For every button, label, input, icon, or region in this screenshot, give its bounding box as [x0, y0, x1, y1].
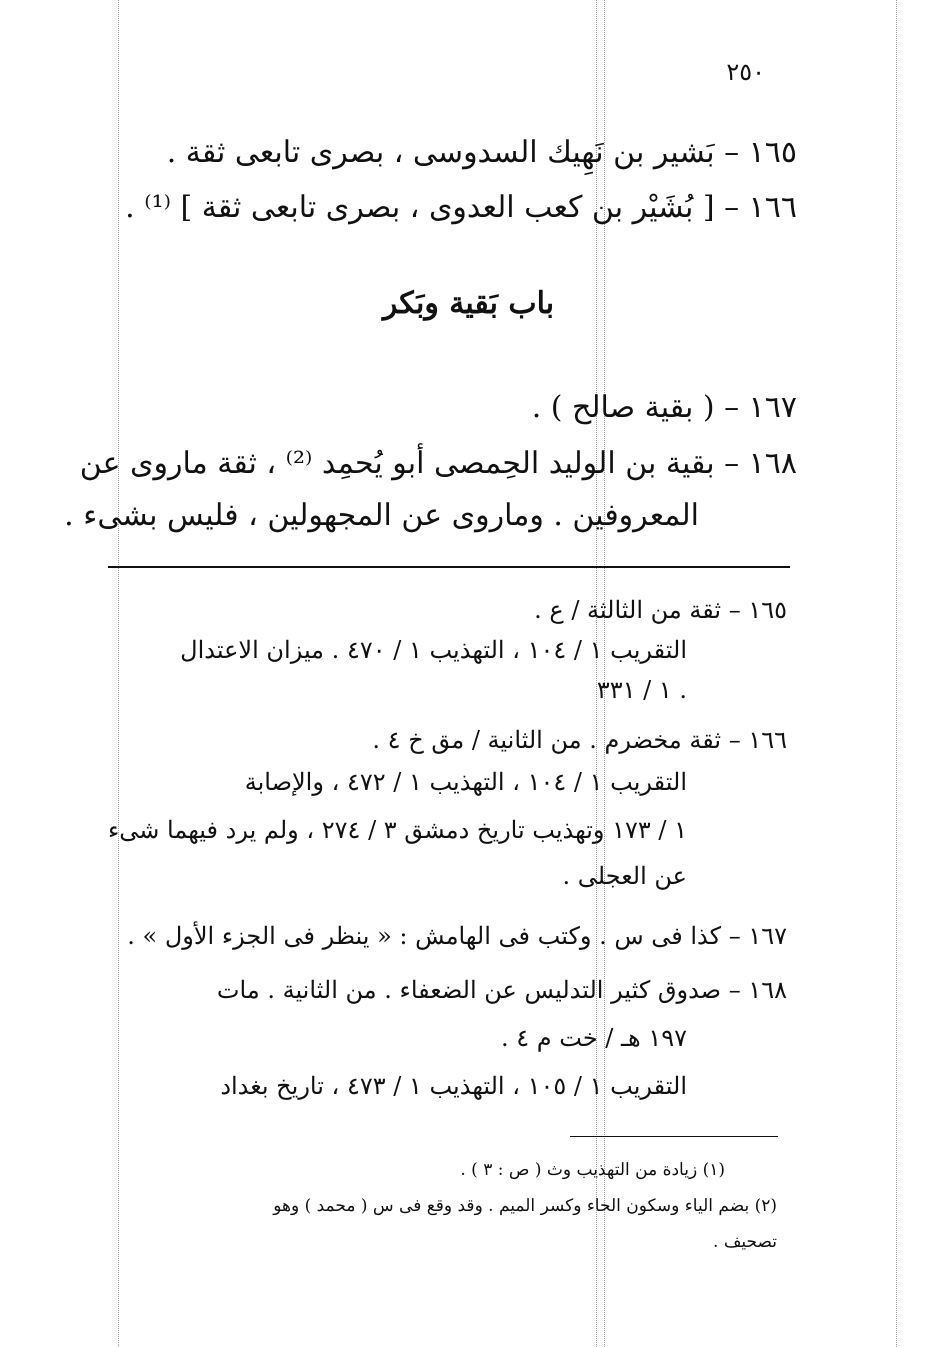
note-165-line: التقريب ١ / ١٠٤ ، التهذيب ١ / ٤٧٠ . ميزان الاعتدال [180, 636, 687, 664]
note-166-line: التقريب ١ / ١٠٤ ، التهذيب ١ / ٤٧٢ ، والإصابة [244, 768, 687, 796]
entry-text: – بَشير بن نَهِيك السدوسى ، بصرى تابعى ثقة . [166, 135, 740, 170]
footnote-rule [570, 1136, 778, 1137]
divider-rule [108, 566, 790, 568]
entry-text: – ( بقية صالح ) . [531, 390, 740, 425]
entry-number: ١٦٧ [748, 390, 797, 425]
entry-text: – بقية بن الوليد الحِمصى أبو يُحمِد ⁽²⁾ ، ثقة ماروى عن [79, 446, 740, 481]
section-title: باب بَقية وبَكر [382, 286, 555, 321]
note-166-line: عن العجلى . [562, 862, 687, 890]
entry-168 [80, 446, 797, 481]
entry-number: ١٦٦ [748, 190, 797, 225]
page-number: ٢٥٠ [726, 58, 765, 86]
note-165-line: ١ / ٣٣١ . [596, 676, 687, 704]
entry-167 [532, 390, 797, 425]
note-166-line: ١ / ١٧٣ وتهذيب تاريخ دمشق ٣ / ٢٧٤ ، ولم يرد فيهما شىء [108, 816, 687, 844]
entry-166 [125, 190, 797, 225]
note-166-head: ١٦٦ – ثقة مخضرم . من الثانية / مق خ ٤ . [372, 726, 787, 754]
note-168-head: ١٦٨ – صدوق كثير التدليس عن الضعفاء . من الثانية . مات [216, 976, 787, 1004]
footnote-1: (١) زيادة من التهذيب وث ( ص : ٣ ) . [460, 1160, 725, 1180]
entry-165 [167, 135, 797, 170]
footnote-2-continuation: تصحيف . [713, 1232, 777, 1252]
entry-number: ١٦٨ [748, 446, 797, 481]
footnote-2: (٢) بضم الياء وسكون الحاء وكسر الميم . وقد وقع فى س ( محمد ) وهو [273, 1196, 777, 1216]
note-168-line: ١٩٧ هـ / خت م ٤ . [500, 1024, 687, 1052]
entry-number: ١٦٥ [748, 135, 797, 170]
entry-168-continuation: المعروفين . وماروى عن المجهولين ، فليس بشىء . [64, 498, 699, 533]
note-167-head: ١٦٧ – كذا فى س . وكتب فى الهامش : « ينظر فى الجزء الأول » . [127, 922, 787, 950]
entry-text: – [ بُشَيْر بن كعب العدوى ، بصرى تابعى ثقة ] ⁽¹⁾ . [125, 190, 740, 225]
note-165-head: ١٦٥ – ثقة من الثالثة / ع . [534, 596, 787, 624]
note-168-line: التقريب ١ / ١٠٥ ، التهذيب ١ / ٤٧٣ ، تاريخ بغداد [220, 1072, 687, 1100]
